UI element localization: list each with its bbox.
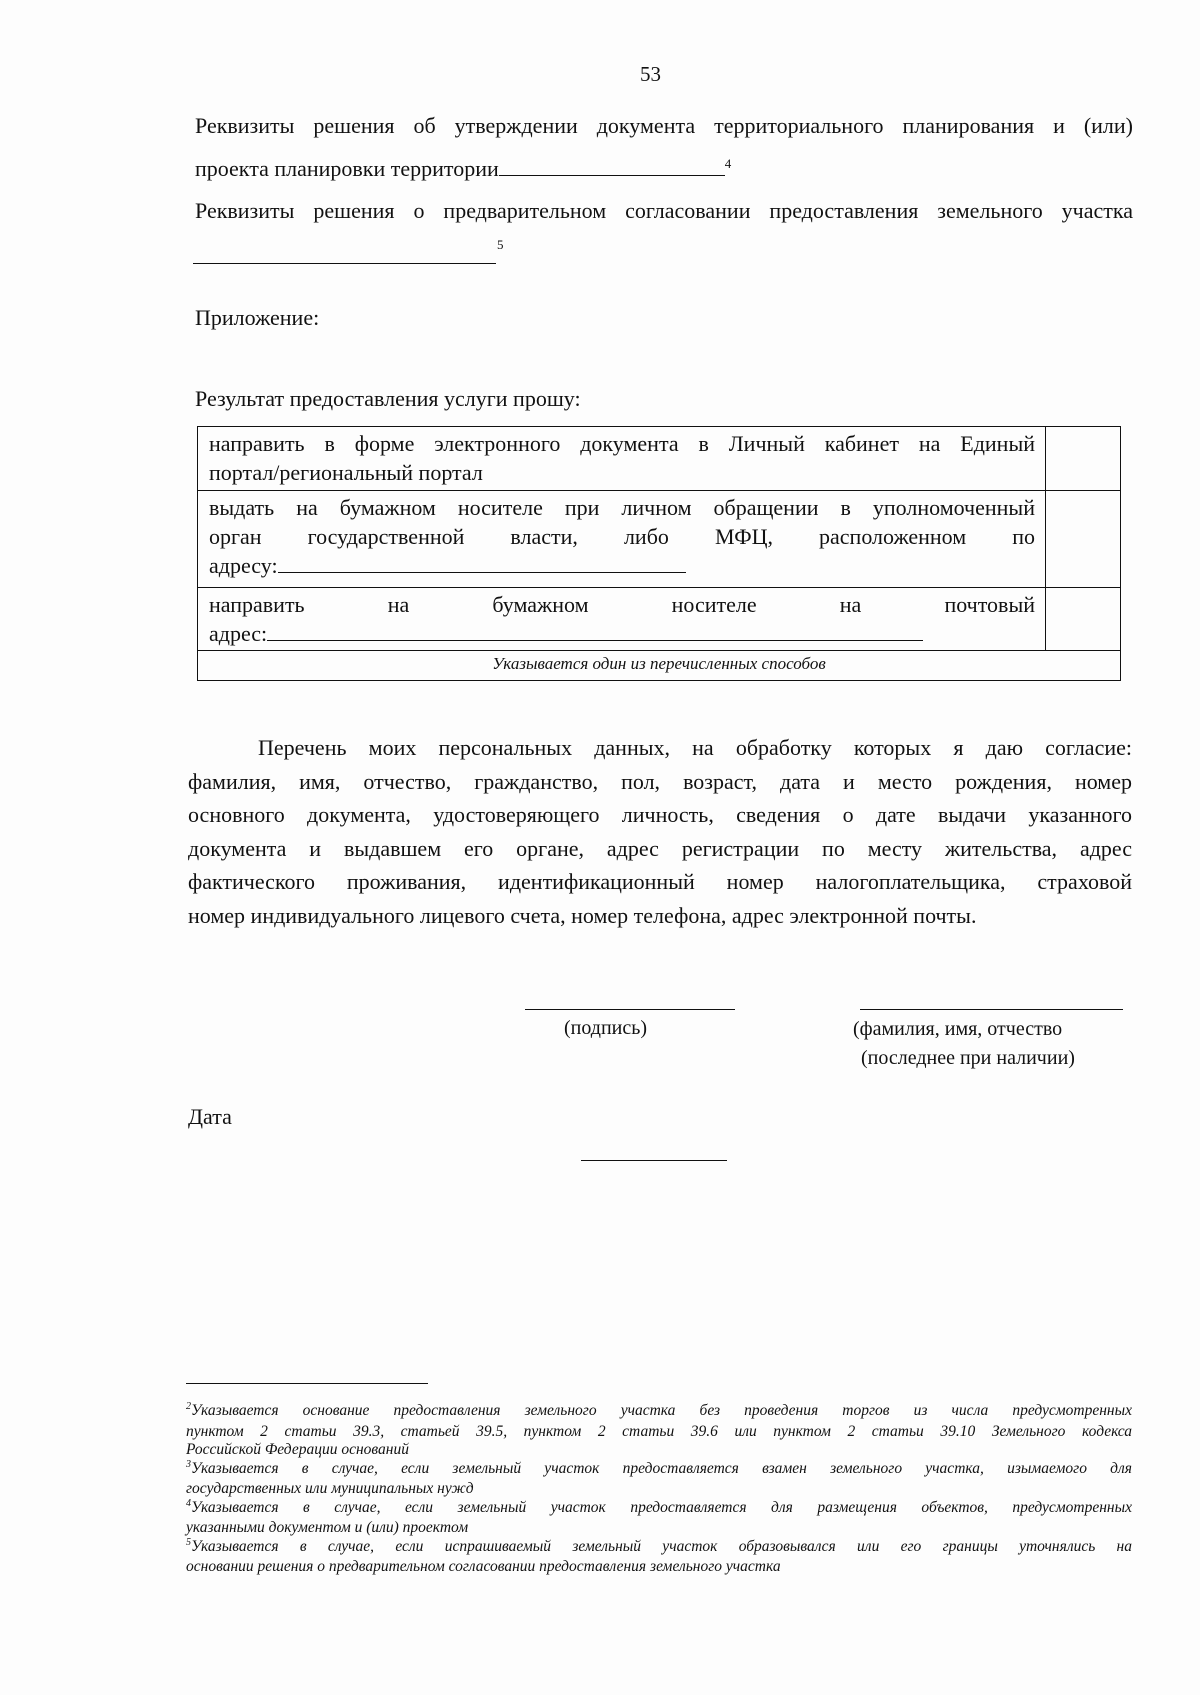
consent-line: основного документа, удостоверяющего личность, сведения о дате выдачи указанного xyxy=(188,802,1132,827)
footnote-ref-5: 5 xyxy=(497,237,504,252)
full-name-caption-line-2: (последнее при наличии) xyxy=(861,1047,1075,1069)
consent-line: фамилия, имя, отчество, гражданство, пол, возраст, дата и место рождения, номер xyxy=(188,768,1132,794)
requisites-line-1: Реквизиты решения об утверждении документа территориального планирования и (или) xyxy=(195,113,1133,138)
full-name-line[interactable] xyxy=(860,1009,1123,1010)
consent-paragraph xyxy=(188,731,1132,932)
date-line[interactable] xyxy=(581,1160,727,1161)
footnote-2: $^2$Указывается основание предоставления земельного участка без проведения торгов из числа предусмотренных пунктом 2 статьи 39.3, статьей 39.5, пунктом 2 статьи 39.6 или пунктом 2 статьи 39.10 Земельного кодекса Российской Федерации оснований xyxy=(186,1401,1132,1458)
planning-project-blank xyxy=(499,157,725,176)
option-3-text: направить на бумажном носителе на почтовый адрес: xyxy=(198,587,1046,651)
footnote-4: $^4$Указывается в случае, если земельный участок предоставляется для размещения объектов, предусмотренных указанными документом и (или) проектом xyxy=(186,1497,1132,1536)
attachment-label: Приложение: xyxy=(195,305,320,330)
footnote-ref-4: 4 xyxy=(724,156,732,171)
page-number: 53 xyxy=(640,62,661,86)
option-1-text: направить в форме электронного документа в Личный кабинет на Единый портал/региональный портал xyxy=(198,427,1046,491)
result-label: Результат предоставления услуги прошу: xyxy=(195,386,581,411)
consent-line: Перечень моих персональных данных, на обработку которых я даю согласие: xyxy=(258,735,1132,760)
footnote-5: $^5$Указывается в случае, если испрашиваемый земельный участок образовывался или его границы уточнялись на основании решения о предварительном согласовании предоставления земельного участка xyxy=(186,1536,1132,1575)
result-options-table xyxy=(197,426,1121,681)
option-2-text: выдать на бумажном носителе при личном обращении в уполномоченный орган государственной власти, либо МФЦ, расположенном по адресу: xyxy=(198,490,1046,587)
signature-caption: (подпись) xyxy=(564,1017,648,1039)
option-3-checkbox[interactable] xyxy=(1046,587,1121,651)
consent-line: документа и выдавшем его органе, адрес регистрации по месту жительства, адрес xyxy=(188,835,1132,861)
option-row-1 xyxy=(198,427,1121,491)
options-note: Указывается один из перечисленных способов xyxy=(198,651,1121,681)
options-note-row xyxy=(198,651,1121,681)
option-row-2 xyxy=(198,490,1121,587)
requisites-line-2-text: проекта планировки территории xyxy=(195,156,499,181)
footnotes xyxy=(186,1402,1132,1577)
footnote-3: $^3$Указывается в случае, если земельный участок предоставляется взамен земельного участка, изымаемого для государственных или муниципальных нужд xyxy=(186,1458,1132,1497)
option-2-checkbox[interactable] xyxy=(1046,490,1121,587)
footnote-separator xyxy=(186,1383,428,1384)
date-label: Дата xyxy=(188,1104,232,1129)
requisites-line-3: Реквизиты решения о предварительном согласовании предоставления земельного участка xyxy=(195,198,1133,223)
full-name-caption-line-1: (фамилия, имя, отчество xyxy=(853,1018,1063,1040)
in-person-address-blank xyxy=(278,558,686,573)
requisites-line-2 xyxy=(195,156,731,182)
preliminary-approval-blank xyxy=(193,263,496,264)
option-row-3 xyxy=(198,587,1121,651)
consent-line: номер индивидуального лицевого счета, номер телефона, адрес электронной почты. xyxy=(188,902,977,928)
signature-line[interactable] xyxy=(525,1009,735,1010)
postal-address-blank xyxy=(267,624,923,641)
consent-line: фактического проживания, идентификационный номер налогоплательщика, страховой xyxy=(188,869,1132,894)
option-1-checkbox[interactable] xyxy=(1046,427,1121,491)
